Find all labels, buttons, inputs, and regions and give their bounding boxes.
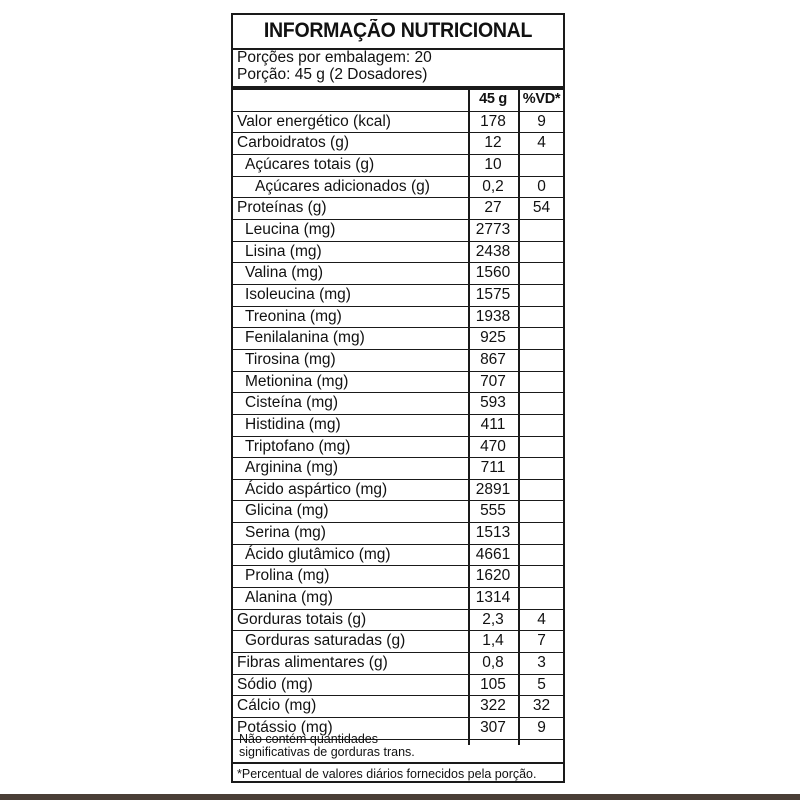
nutrient-amount: 711 bbox=[480, 459, 506, 477]
nutrient-name: Açúcares adicionados (g) bbox=[255, 177, 430, 195]
table-row bbox=[233, 415, 563, 437]
nutrient-name: Carboidratos (g) bbox=[237, 134, 349, 152]
nutrient-name: Açúcares totais (g) bbox=[245, 155, 375, 173]
nutrient-dv: 7 bbox=[537, 632, 546, 650]
table-row bbox=[233, 437, 563, 459]
trans-fat-note-line-2: significativas de gorduras trans. bbox=[239, 745, 415, 759]
nutrient-dv: 4 bbox=[537, 610, 546, 628]
table-row bbox=[233, 653, 563, 675]
table-row bbox=[233, 588, 563, 610]
nutrient-amount: 593 bbox=[480, 394, 506, 412]
nutrient-amount: 2,3 bbox=[482, 610, 504, 628]
nutrient-amount: 1575 bbox=[475, 285, 511, 303]
nutrient-name: Triptofano (mg) bbox=[245, 437, 351, 455]
trans-fat-note-line-1: Não contém quantidades bbox=[239, 732, 378, 746]
table-row bbox=[233, 220, 563, 242]
nutrient-amount: 27 bbox=[484, 199, 502, 217]
nutrient-amount: 707 bbox=[480, 372, 506, 390]
nutrient-dv: 0 bbox=[537, 177, 546, 195]
nutrient-name: Prolina (mg) bbox=[245, 567, 330, 585]
nutrient-name: Isoleucina (mg) bbox=[245, 285, 351, 303]
nutrient-name: Lisina (mg) bbox=[245, 242, 322, 260]
nutrient-dv: 32 bbox=[532, 697, 551, 715]
bottom-bar bbox=[0, 794, 800, 800]
nutrient-amount: 4661 bbox=[475, 545, 511, 563]
nutrient-name: Metionina (mg) bbox=[245, 372, 349, 390]
nutrient-name: Fenilalanina (mg) bbox=[245, 329, 365, 347]
table-row bbox=[233, 155, 563, 177]
nutrient-dv: 5 bbox=[537, 675, 546, 693]
table-row bbox=[233, 545, 563, 567]
nutrient-amount: 322 bbox=[480, 697, 506, 715]
nutrient-name: Potássio (mg) bbox=[237, 719, 333, 737]
nutrient-name: Arginina (mg) bbox=[245, 459, 339, 477]
nutrient-amount: 1314 bbox=[475, 589, 511, 607]
table-row bbox=[233, 393, 563, 415]
nutrient-name: Cálcio (mg) bbox=[237, 697, 317, 715]
nutrient-amount: 10 bbox=[484, 155, 502, 173]
nutrient-amount: 1938 bbox=[475, 307, 511, 325]
nutrient-amount: 411 bbox=[480, 415, 506, 433]
table-row bbox=[233, 610, 563, 632]
nutrient-name: Histidina (mg) bbox=[245, 415, 341, 433]
nutrient-name: Ácido aspártico (mg) bbox=[245, 480, 388, 498]
nutrient-name: Fibras alimentares (g) bbox=[237, 654, 388, 672]
table-row bbox=[233, 307, 563, 329]
nutrient-name: Valina (mg) bbox=[245, 264, 324, 282]
table-row bbox=[233, 523, 563, 545]
nutrient-amount: 105 bbox=[480, 675, 506, 693]
nutrient-amount: 178 bbox=[480, 112, 506, 130]
nutrient-amount: 470 bbox=[480, 437, 506, 455]
nutrient-amount: 1620 bbox=[475, 567, 511, 585]
nutrient-amount: 2438 bbox=[475, 242, 511, 260]
nutrient-name: Ácido glutâmico (mg) bbox=[245, 545, 391, 563]
table-row bbox=[233, 112, 563, 134]
nutrient-amount: 1,4 bbox=[482, 632, 504, 650]
nutrient-dv: 3 bbox=[537, 654, 546, 672]
daily-value-note: *Percentual de valores diários fornecidos pela porção. bbox=[237, 767, 537, 781]
nutrient-dv: 4 bbox=[537, 134, 546, 152]
nutrient-amount: 1513 bbox=[475, 524, 511, 542]
table-row bbox=[233, 242, 563, 264]
nutrient-amount: 555 bbox=[480, 502, 506, 520]
nutrient-amount: 307 bbox=[480, 719, 506, 737]
serving-size: Porção: 45 g (2 Dosadores) bbox=[237, 66, 428, 83]
nutrient-amount: 2773 bbox=[475, 220, 511, 238]
nutrient-amount: 12 bbox=[484, 134, 502, 152]
table-row bbox=[233, 285, 563, 307]
table-header-row bbox=[233, 90, 563, 112]
nutrient-name: Sódio (mg) bbox=[237, 675, 313, 693]
nutrition-facts-panel bbox=[231, 13, 565, 783]
nutrient-name: Leucina (mg) bbox=[245, 220, 336, 238]
nutrient-name: Alanina (mg) bbox=[245, 589, 333, 607]
nutrient-dv: 54 bbox=[532, 199, 551, 217]
nutrient-amount: 867 bbox=[480, 350, 506, 368]
table-row bbox=[233, 675, 563, 697]
table-row bbox=[233, 177, 563, 199]
table-row bbox=[233, 328, 563, 350]
nutrient-name: Cisteína (mg) bbox=[245, 394, 339, 412]
nutrient-amount: 0,8 bbox=[482, 654, 504, 672]
nutrient-name: Tirosina (mg) bbox=[245, 350, 336, 368]
table-row bbox=[233, 631, 563, 653]
amount-header: 45 g bbox=[479, 91, 507, 107]
table-row bbox=[233, 458, 563, 480]
nutrient-dv: 9 bbox=[537, 112, 546, 130]
table-row bbox=[233, 198, 563, 220]
table-row bbox=[233, 501, 563, 523]
table-row bbox=[233, 566, 563, 588]
label-title: INFORMAÇÃO NUTRICIONAL bbox=[263, 19, 533, 42]
nutrient-dv: 9 bbox=[537, 719, 546, 737]
table-row bbox=[233, 372, 563, 394]
nutrient-amount: 0,2 bbox=[482, 177, 504, 195]
nutrient-name: Glicina (mg) bbox=[245, 502, 329, 520]
nutrient-amount: 925 bbox=[480, 329, 506, 347]
table-row bbox=[233, 350, 563, 372]
note-divider bbox=[233, 762, 563, 764]
table-row bbox=[233, 480, 563, 502]
table-row bbox=[233, 263, 563, 285]
trans-fat-note bbox=[239, 733, 415, 759]
table-row bbox=[233, 133, 563, 155]
nutrient-name: Proteínas (g) bbox=[237, 199, 327, 217]
servings-per-package: Porções por embalagem: 20 bbox=[237, 49, 432, 66]
table-row bbox=[233, 696, 563, 718]
nutrient-name: Valor energético (kcal) bbox=[237, 112, 391, 130]
nutrient-amount: 2891 bbox=[475, 480, 511, 498]
dv-header: %VD* bbox=[522, 91, 561, 107]
nutrient-name: Serina (mg) bbox=[245, 524, 326, 542]
nutrient-name: Gorduras totais (g) bbox=[237, 610, 367, 628]
nutrient-name: Treonina (mg) bbox=[245, 307, 342, 325]
nutrient-table bbox=[233, 90, 563, 740]
nutrient-amount: 1560 bbox=[475, 264, 511, 282]
nutrient-name: Gorduras saturadas (g) bbox=[245, 632, 406, 650]
